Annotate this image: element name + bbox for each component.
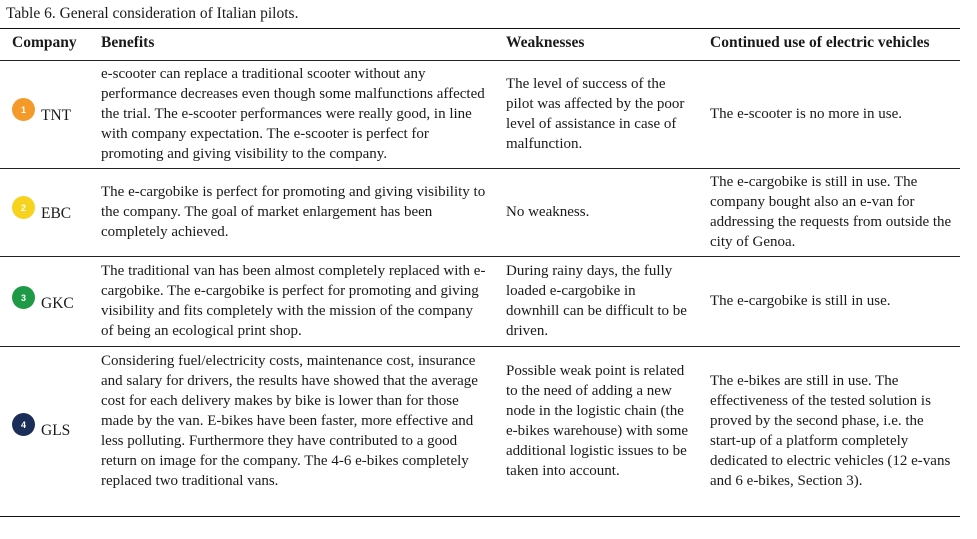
table-bottom-rule [0,516,960,517]
row-divider [0,256,960,257]
company-badge-icon: 4 [12,413,35,436]
continued-use-cell: The e-cargobike is still in use. The company bought also an e-van for addressing the requests from outside the city of Genoa. [710,174,952,250]
continued-use-cell [710,261,955,341]
company-badge-icon: 3 [12,286,35,309]
company-badge-icon: 1 [12,98,35,121]
header-weaknesses: Weaknesses [506,34,585,51]
header-rule [0,60,960,61]
weaknesses-cell: During rainy days, the fully loaded e-cargobike in downhill can be difficult to be driven. [506,263,687,339]
benefits-cell: The e-cargobike is perfect for promoting and giving visibility to the company. The goal of market enlargement has been completely achieved. [101,184,486,240]
continued-use-cell [710,64,955,164]
continued-use-cell: The e-bikes are still in use. The effectiveness of the tested solution is proved by the second phase, i.e. the start-up of a platform completely dedicated to electric vehicles (12 e-vans and 6 e-bikes, Section 3). [710,373,951,489]
weaknesses-cell: The level of success of the pilot was affected by the poor level of assistance in case of malfunction. [506,76,685,152]
benefits-cell: e-scooter can replace a traditional scooter without any performance decreases even though some malfunctions affected the trial. The e-scooter performances were really good, in line with company expectation. The e-scooter is perfect for promoting and giving visibility to the company. [101,66,485,162]
header-continued-use: Continued use of electric vehicles [710,34,930,51]
header-company: Company [12,34,77,51]
company-badge-icon: 2 [12,196,35,219]
weaknesses-text: No weakness. [506,204,590,220]
table-top-rule [0,28,960,29]
company-name: EBC [41,204,72,222]
row-divider [0,168,960,169]
weaknesses-cell [506,172,686,252]
company-name: GKC [41,294,74,312]
weaknesses-cell: Possible weak point is related to the need of adding a new node in the logistic chain (the e-bikes warehouse) with some additional logistic issues to be taken into account. [506,363,689,479]
company-name: GLS [41,421,71,439]
table-row-company [12,413,71,439]
table-row-company [12,286,74,312]
table-row-company [12,98,72,124]
continued-use-text: The e-scooter is no more in use. [710,106,903,122]
continued-use-text: The e-cargobike is still in use. [710,293,891,309]
header-benefits: Benefits [101,34,155,51]
benefits-cell: The traditional van has been almost completely replaced with e-cargobike. The e-cargobike is perfect for promoting and giving visibility and fits completely with the mission of the company of being an ecological print shop. [101,263,486,339]
company-name: TNT [41,106,72,124]
table-row-company [12,196,72,222]
benefits-cell: Considering fuel/electricity costs, maintenance cost, insurance and salary for drivers, the results have showed that the average cost for each delivery makes by bike is lower than for those made by the van. E-bikes have been faster, more effective and less polluting. Furthermore they have contributed to a good return on image for the company. The 4-6 e-bikes completely replaced two traditional vans. [101,353,478,489]
table-caption: Table 6. General consideration of Italian pilots. [6,5,299,22]
row-divider [0,346,960,347]
